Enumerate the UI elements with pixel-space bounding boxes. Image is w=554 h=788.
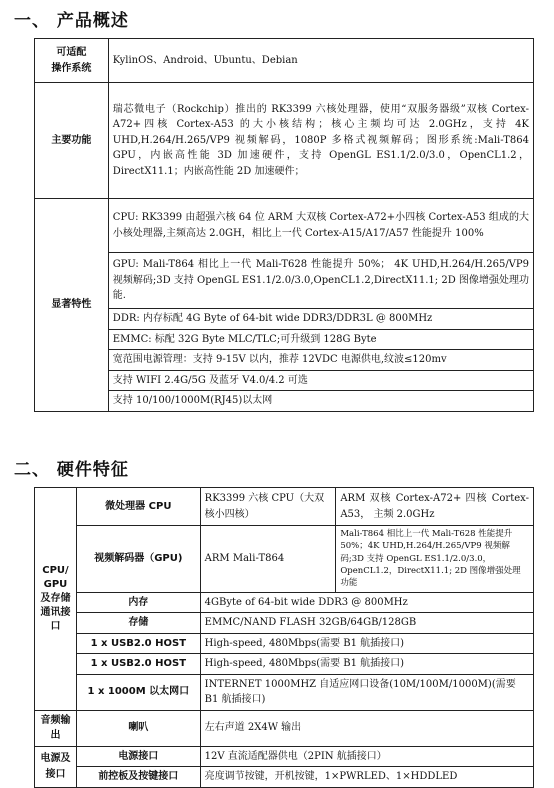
feature-row bbox=[35, 391, 534, 412]
os-row bbox=[35, 39, 534, 83]
feature-item: CPU: RK3399 由超强六核 64 位 ARM 大双核 Cortex-A72+小四核 Cortex-A53 组成的大小核处理器,主频高达 2.0GH，相比上一代 Cortex-A15/A17/A57 性能提升 100% bbox=[108, 199, 533, 253]
section2-title: 二、 硬件特征 bbox=[14, 460, 129, 480]
power-group-label: 电源及接口 bbox=[35, 746, 77, 787]
power-label: 电源接口 bbox=[76, 746, 200, 767]
storage-label: 存储 bbox=[76, 613, 200, 634]
main-function-value: 瑞芯微电子（Rockchip）推出的 RK3399 六核处理器，使用“双服务器级”双核 Cortex-A72+四核 Cortex-A53 的大小核结构；核心主频均可达 2.0GHz，支持 4K UHD,H.264/H.265/VP9 视频解码，1080P 多格式视频解码；图形系统:Mali-T864 GPU，内嵌高性能 3D 加速硬件，支持 OpenGL ES1.1/2.0/3.0，OpenCL1.2，DirectX11.1；内嵌高性能 2D 加速硬件； bbox=[108, 83, 533, 199]
feature-row bbox=[35, 199, 534, 253]
panel-value: 亮度调节按键，开机按键，1×PWRLED、1×HDDLED bbox=[200, 767, 533, 788]
feature-item: 宽范围电源管理：支持 9-15V 以内，推荐 12VDC 电源供电,纹波≤120mv bbox=[108, 350, 533, 371]
feature-row bbox=[35, 370, 534, 391]
feature-item: 支持 10/100/1000M(RJ45)以太网 bbox=[108, 391, 533, 412]
usb-row-1 bbox=[35, 633, 534, 654]
power-value: 12V 直流适配器供电（2PIN 航插接口） bbox=[200, 746, 533, 767]
cpu-label: 微处理器 CPU bbox=[76, 488, 200, 526]
cpu-value-a: RK3399 六核 CPU（大双核小四核） bbox=[200, 488, 336, 526]
feature-item: DDR: 内存标配 4G Byte of 64-bit wide DDR3/DDR3L @ 800MHz bbox=[108, 309, 533, 330]
gpu-value-b: Mali-T864 相比上一代 Mali-T628 性能提升 50%；4K UHD,H.264/H.265/VP9 视频解码;3D 支持 OpenGL ES1.1/2.0/3.0，OpenCL1.2，DirectX11.1; 2D 图像增强处理功能 bbox=[336, 526, 534, 593]
speaker-label: 喇叭 bbox=[76, 710, 200, 746]
memory-row bbox=[35, 592, 534, 613]
feature-row bbox=[35, 329, 534, 350]
storage-row bbox=[35, 613, 534, 634]
audio-group-label: 音频输出 bbox=[35, 710, 77, 746]
panel-label: 前控板及按键接口 bbox=[76, 767, 200, 788]
feature-item: GPU: Mali-T864 相比上一代 Mali-T628 性能提升 50%； 4K UHD,H.264/H.265/VP9 视频解码;3D 支持 OpenGL ES1.1/2.0/3.0,OpenCL1.2,DirectX11.1; 2D 图像增强处理功能. bbox=[108, 253, 533, 309]
usb-row-2 bbox=[35, 654, 534, 675]
gpu-row bbox=[35, 526, 534, 593]
usb1-label: 1 x USB2.0 HOST bbox=[76, 633, 200, 654]
memory-label: 内存 bbox=[76, 592, 200, 613]
audio-row bbox=[35, 710, 534, 746]
cpu-group-label: CPU/ GPU 及存储 通讯接 口 bbox=[35, 488, 77, 711]
section1-title: 一、 产品概述 bbox=[14, 11, 129, 31]
feature-item: 支持 WIFI 2.4G/5G 及蓝牙 V4.0/4.2 可选 bbox=[108, 370, 533, 391]
main-function-row bbox=[35, 83, 534, 199]
ethernet-row bbox=[35, 674, 534, 710]
feature-item: EMMC: 标配 32G Byte MLC/TLC;可升级到 128G Byte bbox=[108, 329, 533, 350]
gpu-value-a: ARM Mali-T864 bbox=[200, 526, 336, 593]
ethernet-label: 1 x 1000M 以太网口 bbox=[76, 674, 200, 710]
ethernet-value: INTERNET 1000MHZ 自适应网口设备(10M/100M/1000M)(需要 B1 航插接口) bbox=[200, 674, 533, 710]
cpu-value-b: ARM 双核 Cortex-A72+ 四核 Cortex-A53， 主频 2.0GHz bbox=[336, 488, 534, 526]
os-label: 可适配 操作系统 bbox=[35, 39, 109, 83]
feature-row bbox=[35, 309, 534, 330]
cpu-row bbox=[35, 488, 534, 526]
feature-row bbox=[35, 350, 534, 371]
main-function-label: 主要功能 bbox=[35, 83, 109, 199]
panel-row bbox=[35, 767, 534, 788]
os-value: KylinOS、Android、Ubuntu、Debian bbox=[108, 39, 533, 83]
feature-label: 显著特性 bbox=[35, 199, 109, 412]
memory-value: 4GByte of 64-bit wide DDR3 @ 800MHz bbox=[200, 592, 533, 613]
gpu-label: 视频解码器（GPU) bbox=[76, 526, 200, 593]
usb2-label: 1 x USB2.0 HOST bbox=[76, 654, 200, 675]
speaker-value: 左右声道 2X4W 输出 bbox=[200, 710, 533, 746]
overview-table bbox=[34, 38, 534, 412]
hardware-table bbox=[34, 487, 534, 788]
feature-row bbox=[35, 253, 534, 309]
storage-value: EMMC/NAND FLASH 32GB/64GB/128GB bbox=[200, 613, 533, 634]
power-row bbox=[35, 746, 534, 767]
usb2-value: High-speed, 480Mbps(需要 B1 航插接口) bbox=[200, 654, 533, 675]
usb1-value: High-speed, 480Mbps(需要 B1 航插接口) bbox=[200, 633, 533, 654]
